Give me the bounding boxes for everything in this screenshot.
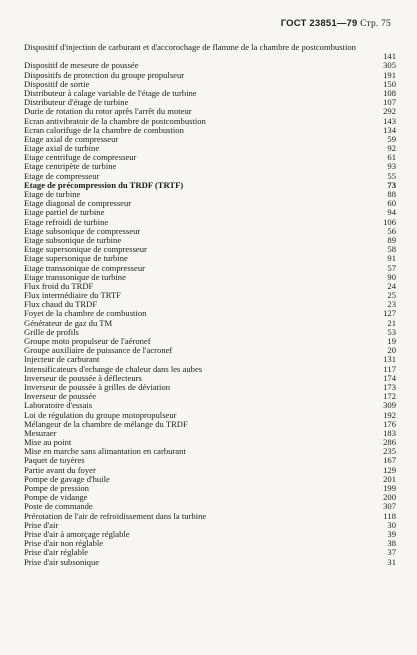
index-term: Prise d'air	[24, 519, 59, 530]
index-page-number: 292	[383, 106, 396, 117]
index-page-number: 39	[387, 528, 396, 539]
index-term: Ecran calorifuge de la chambre de combustion	[24, 124, 184, 135]
index-page-number: 25	[387, 290, 396, 301]
index-page-number: 91	[387, 253, 396, 264]
index-page-number: 57	[387, 262, 396, 273]
index-term: Etage transsonique de turbine	[24, 271, 126, 282]
index-term: Durie de rotation du rotor après l'arrêt du moteur	[24, 106, 192, 117]
index-page-number: 307	[383, 501, 396, 512]
index-term: Distributeur à calage variable de l'étage de turbine	[24, 87, 197, 98]
index-term: Pompe de gavage d'huile	[24, 473, 110, 484]
index-term: Flux intermédiaire du TRTF	[24, 290, 121, 301]
index-page-number: 118	[383, 510, 396, 521]
index-page-number: 150	[383, 78, 396, 89]
index-page-number: 30	[387, 519, 396, 530]
index-page-number: 173	[383, 381, 396, 392]
index-term: Dispositif de meseure de poussée	[24, 60, 139, 71]
index-term: Etage diagonal de compresseur	[24, 198, 132, 209]
index-page-number: 20	[387, 345, 396, 356]
index-entry	[24, 429, 396, 438]
index-page-number: 73	[387, 179, 396, 190]
index-entry	[24, 43, 396, 61]
index-page-number: 107	[383, 97, 396, 108]
index-page-number: 192	[383, 409, 396, 420]
index-entry	[24, 512, 396, 521]
index-page-number: 167	[383, 455, 396, 466]
index-term: Distributeur d'étage de turbine	[24, 97, 129, 108]
index-page-number: 19	[387, 336, 396, 346]
index-term: Etage axial de turbine	[24, 143, 100, 154]
index-term: Inverseur de poussée à grilles de déviation	[24, 381, 171, 392]
index-page-number: 55	[387, 170, 396, 181]
index-term: Mesuraer	[24, 427, 57, 438]
index-page-number: 117	[383, 363, 396, 374]
index-term: Foyet de la chambre de combustion	[24, 308, 147, 319]
index-term: Etage de précompression du TRDF (TRTF)	[24, 179, 184, 190]
index-page-number: 286	[383, 437, 396, 448]
index-term: Etage transsonique de compresseur	[24, 262, 145, 273]
index-page-number: 92	[387, 143, 396, 154]
index-term: Laboratoire d'essais	[24, 400, 93, 411]
index-page-number: 201	[383, 473, 396, 484]
index-page-number: 94	[387, 207, 396, 218]
index-page-number: 129	[383, 464, 396, 475]
index-term: Pompe de pression	[24, 483, 89, 494]
index-term: Flux froid du TRDF	[24, 280, 94, 291]
index-page-number: 56	[387, 225, 396, 236]
index-term: Prise d'air à amorçage réglable	[24, 528, 130, 539]
index-term: Etage partiel de turbine	[24, 207, 105, 218]
index-page-number: 21	[387, 317, 396, 328]
index-term: Mélangeur de la chambre de mélange du TRDF	[24, 418, 188, 429]
index-page-number: 143	[383, 115, 396, 126]
index-term: Prise d'air subsonique	[24, 556, 100, 567]
index-page-number: 24	[387, 280, 396, 291]
index-page-number: 131	[383, 354, 396, 365]
index-term: Mise au point	[24, 437, 72, 448]
index-page-number: 141	[383, 51, 396, 62]
index-page-number: 59	[387, 133, 396, 144]
index-term: Etage de turbine	[24, 189, 81, 200]
index-term: Groupe auxiliaire de puissance de l'acronef	[24, 345, 173, 356]
index-page-number: 172	[383, 391, 396, 402]
index-page-number: 199	[383, 483, 396, 493]
index-page-number: 38	[387, 538, 396, 549]
index-term: Dispositif d'injection de carburant et d'accorochage de flamme de la chambre de postcombustion	[24, 42, 356, 52]
index-page-number: 200	[383, 492, 396, 503]
index-term: Injecteur de carburant	[24, 354, 100, 365]
index-term: Ecran antivibratoir de la chambre de postcombustion	[24, 115, 206, 126]
index-page-number: 60	[387, 198, 396, 209]
page-number-label: Стр. 75	[360, 19, 391, 29]
index-page-number: 174	[383, 372, 396, 383]
index-term: Groupe moto propulseur de l'aéronef	[24, 336, 151, 347]
index-page-number: 191	[383, 69, 396, 80]
index-term: Etage subsonique de compresseur	[24, 225, 141, 236]
index-page-number: 134	[383, 124, 396, 135]
index-term: Etage axial de compresseur	[24, 133, 119, 144]
index-term: Etage subsonique de turbine	[24, 234, 122, 245]
index-page-number: 305	[383, 60, 396, 71]
term-index	[24, 43, 396, 567]
index-term: Intensificateurs d'echange de chaleur dans les aubes	[24, 363, 203, 374]
index-term: Etage supersonique de turbine	[24, 253, 128, 264]
index-page-number: 106	[383, 216, 396, 227]
index-page-number: 90	[387, 271, 396, 282]
index-page-number: 58	[387, 244, 396, 255]
index-term: Mise en marche sans alimantation en carburant	[24, 446, 186, 457]
index-term: Pompe de vidange	[24, 492, 88, 503]
index-term: Prise d'air réglable	[24, 547, 89, 558]
standard-number: ГОСТ 23851—79	[280, 18, 358, 29]
index-page-number: 61	[387, 152, 396, 163]
index-term: Flux chaud du TRDF	[24, 299, 98, 310]
index-term: Partie avant du foyer	[24, 464, 96, 475]
index-page-number: 31	[387, 556, 396, 567]
index-term: Dispositif de sortie	[24, 78, 90, 89]
index-page-number: 127	[383, 308, 396, 319]
index-page-number: 235	[383, 446, 396, 457]
index-term: Etage refroidi de turbine	[24, 216, 109, 227]
index-page-number: 176	[383, 418, 396, 429]
index-term: Prise d'air non réglable	[24, 538, 104, 549]
index-term: Inverseur de poussée à déflecteurs	[24, 372, 142, 383]
index-page-number: 23	[387, 299, 396, 310]
index-page-number: 37	[387, 547, 396, 558]
index-term: Loi de régulation du groupe motopropulseur	[24, 409, 177, 420]
index-term: Générateur de gaz du TM	[24, 317, 113, 328]
page-header	[281, 18, 391, 29]
index-term: Prérotation de l'air de refroidissement dans la turbine	[24, 510, 207, 521]
index-entry	[24, 319, 396, 328]
index-term: Etage centripète de turbine	[24, 161, 117, 172]
index-page-number: 93	[387, 161, 396, 172]
index-term: Dispositifs de protection du groupe propulseur	[24, 69, 185, 80]
index-entry	[24, 420, 396, 429]
index-page-number: 309	[383, 400, 396, 411]
index-term: Etage supersonique de compresseur	[24, 244, 147, 255]
index-page-number: 108	[383, 87, 396, 98]
index-term: Etage de compresseur	[24, 170, 100, 181]
index-page-number: 89	[387, 234, 396, 245]
index-page-number: 53	[387, 326, 396, 337]
index-term: Poste de commande	[24, 501, 93, 512]
index-page-number: 183	[383, 427, 396, 438]
index-term: Etage centrifuge de compresseur	[24, 152, 137, 163]
index-entry	[24, 558, 396, 567]
index-term: Inverseur de poussée	[24, 391, 97, 402]
index-term: Paquet de tuyères	[24, 455, 85, 466]
index-term: Grille de profils	[24, 326, 79, 337]
index-page-number: 88	[387, 189, 396, 199]
